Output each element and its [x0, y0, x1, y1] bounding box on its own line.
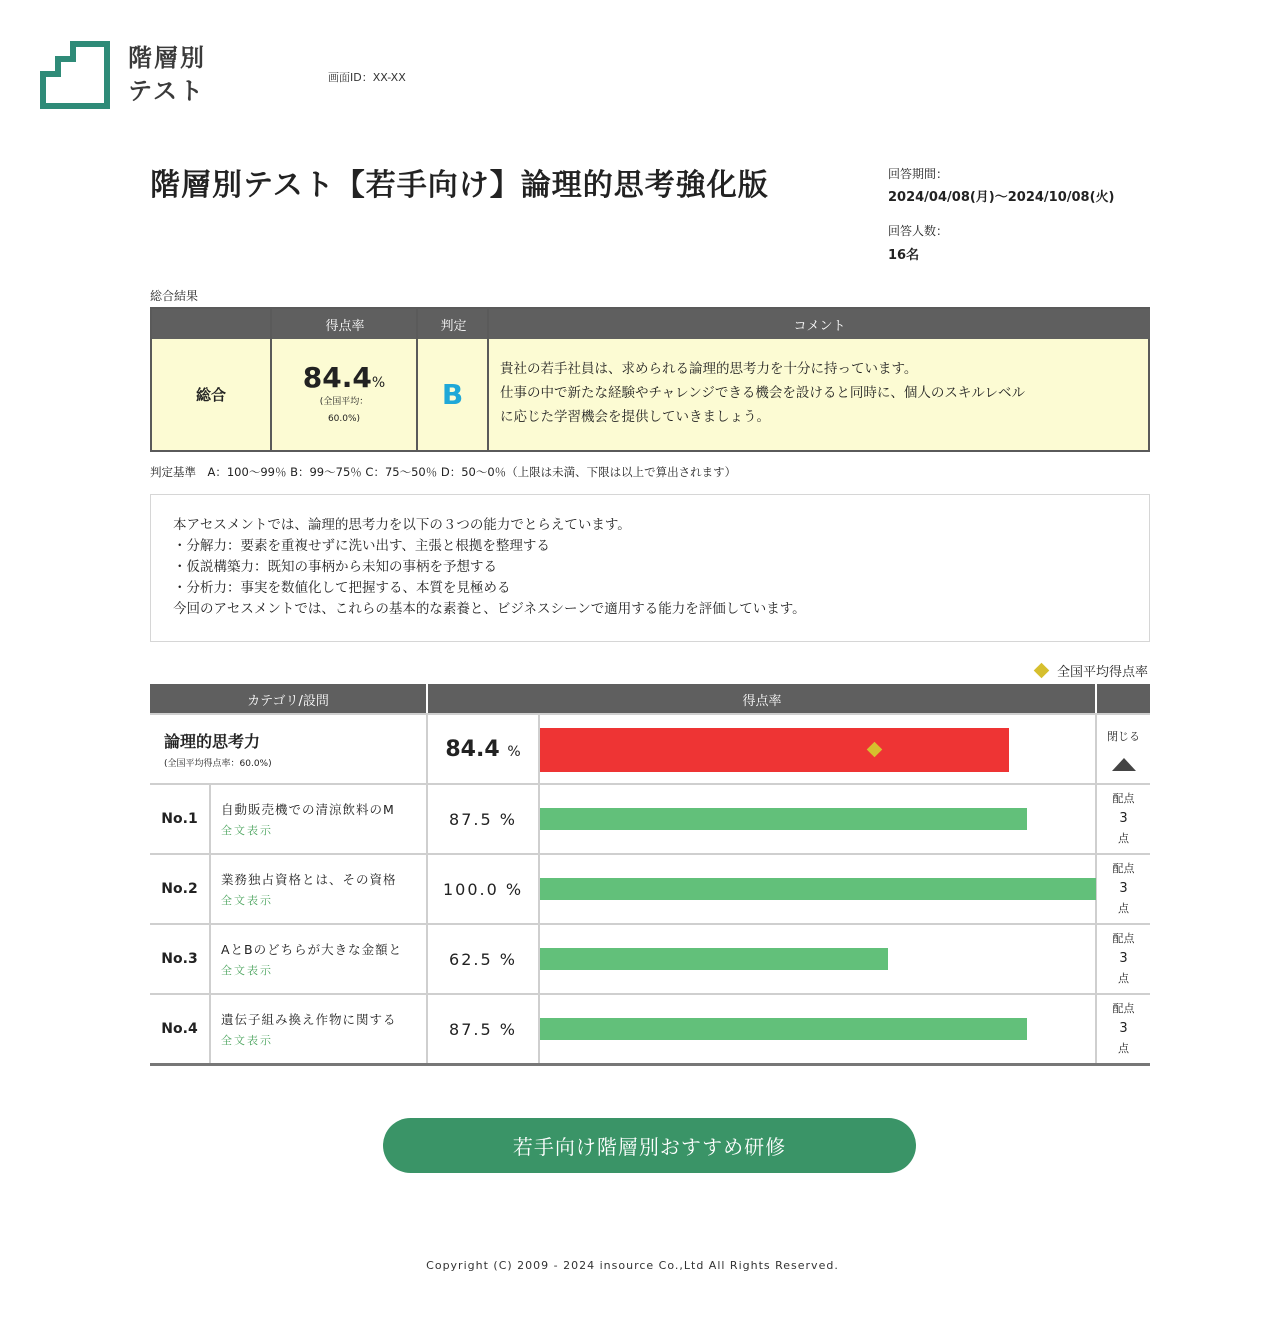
show-full-text-link[interactable]: 全文表示	[221, 964, 273, 977]
description-line: 今回のアセスメントでは、これらの基本的な素養と、ビジネスシーンで適用する能力を評価しています。	[173, 601, 806, 617]
question-number-cell	[150, 785, 209, 853]
summary-score	[303, 361, 385, 394]
question-score: 62.5 %	[449, 949, 517, 969]
question-number: No.2	[161, 881, 198, 897]
page-title: 階層別テスト【若手向け】論理的思考強化版	[150, 168, 769, 203]
question-score-bar	[540, 878, 1096, 900]
points-label: 配点	[1112, 792, 1135, 805]
summary-row-label-cell	[152, 339, 270, 450]
question-points-cell	[1097, 855, 1150, 923]
category-score-value: 84.4	[445, 736, 500, 762]
summary-table	[150, 307, 1150, 452]
category-score-cell	[428, 715, 538, 783]
comment-line: 仕事の中で新たな経験やチャレンジできる機会を設けると同時に、個人のスキルレベル	[500, 385, 1025, 401]
close-toggle[interactable]	[1097, 715, 1150, 783]
question-points	[1113, 999, 1135, 1059]
question-points	[1113, 859, 1135, 919]
question-score: 100.0 %	[442, 879, 524, 899]
question-score-cell	[428, 855, 538, 923]
question-score-bar	[540, 948, 888, 970]
legend	[1036, 661, 1148, 680]
description-line: ・仮説構築力：既知の事柄から未知の事柄を予想する	[173, 559, 497, 575]
points-label: 配点	[1112, 932, 1135, 945]
points-label: 配点	[1112, 862, 1135, 875]
divider	[1095, 684, 1097, 714]
category-score-unit: %	[507, 743, 521, 760]
national-average-diamond-icon	[1034, 663, 1050, 679]
points-label: 配点	[1112, 1002, 1135, 1015]
points-unit: 点	[1118, 902, 1129, 915]
points-unit: 点	[1118, 832, 1129, 845]
respondents-value: 16名	[888, 248, 920, 263]
question-score-cell	[428, 925, 538, 993]
description-line: ・分析力：事実を数値化して把握する、本質を見極める	[173, 580, 511, 596]
summary-header-blank	[152, 309, 272, 339]
question-text-cell	[221, 785, 426, 853]
category-row	[150, 713, 1150, 783]
question-row	[150, 923, 1150, 993]
summary-section-label: 総合結果	[150, 289, 199, 303]
header-score: 得点率	[742, 693, 782, 709]
question-points-cell	[1097, 785, 1150, 853]
points-unit: 点	[1118, 972, 1129, 985]
question-row	[150, 853, 1150, 923]
summary-avg-line-2: 60.0%)	[327, 414, 361, 424]
question-row	[150, 993, 1150, 1063]
header-category: カテゴリ/設問	[247, 693, 329, 709]
category-title: 論理的思考力	[164, 732, 261, 751]
divider	[487, 309, 489, 450]
summary-score-value: 84.4	[302, 361, 372, 394]
summary-header-score: 得点率	[272, 309, 418, 339]
comment-line: に応じた学習機会を提供していきましょう。	[500, 409, 770, 425]
screen-id: 画面ID：XX-XX	[328, 71, 406, 84]
question-text-cell	[221, 855, 426, 923]
summary-score-unit: %	[371, 375, 386, 391]
category-score	[445, 737, 520, 762]
question-score-bar	[540, 808, 1027, 830]
logo-line-2: テスト	[128, 77, 206, 105]
copyright: Copyright (C) 2009 - 2024 insource Co.,Ltd All Rights Reserved.	[426, 1259, 839, 1272]
recommended-training-button[interactable]: 若手向け階層別おすすめ研修	[383, 1118, 916, 1173]
points-value: 3	[1119, 881, 1128, 896]
question-score: 87.5 %	[449, 1019, 517, 1039]
summary-header-judge: 判定	[418, 309, 489, 339]
period-value: 2024/04/08(月)〜2024/10/08(火)	[888, 190, 1115, 205]
question-score: 87.5 %	[449, 809, 517, 829]
summary-judge-cell	[418, 339, 487, 450]
description-line: 本アセスメントでは、論理的思考力を以下の３つの能力でとらえています。	[173, 517, 631, 533]
logo-text	[128, 42, 206, 108]
question-score-cell	[428, 785, 538, 853]
comment-line: 貴社の若手社員は、求められる論理的思考力を十分に持っています。	[500, 361, 918, 377]
question-points-cell	[1097, 925, 1150, 993]
summary-avg-line-1: (全国平均：	[319, 397, 369, 407]
divider	[209, 995, 211, 1063]
question-number-cell	[150, 855, 209, 923]
summary-avg	[320, 394, 369, 428]
points-value: 3	[1119, 951, 1128, 966]
points-value: 3	[1119, 811, 1128, 826]
divider	[209, 925, 211, 993]
summary-score-cell	[272, 339, 416, 450]
question-points	[1113, 929, 1135, 989]
question-points	[1113, 789, 1135, 849]
question-number-cell	[150, 925, 209, 993]
category-score-bar	[540, 728, 1009, 772]
question-score-bar	[540, 1018, 1027, 1040]
close-label: 閉じる	[1107, 729, 1140, 743]
divider	[426, 684, 428, 714]
summary-judge-grade: B	[441, 378, 464, 411]
question-number: No.3	[161, 951, 198, 967]
question-text: 業務独占資格とは、その資格	[221, 872, 397, 887]
question-row	[150, 783, 1150, 853]
judgment-criteria: 判定基準 A：100〜99％ B：99〜75％ C：75〜50％ D：50〜0％（上限は未満、下限は以上で算出されます）	[150, 465, 737, 479]
points-unit: 点	[1118, 1042, 1129, 1055]
category-cell	[164, 715, 424, 783]
question-number: No.4	[161, 1021, 198, 1037]
logo	[40, 40, 240, 112]
divider	[209, 785, 211, 853]
question-text: 自動販売機での清涼飲料のM	[221, 802, 395, 817]
question-text-cell	[221, 925, 426, 993]
stairs-logo-icon	[40, 40, 112, 112]
period-label: 回答期間：	[888, 167, 949, 181]
points-value: 3	[1119, 1021, 1128, 1036]
summary-comment	[500, 357, 1128, 429]
score-table-header	[150, 684, 1150, 714]
show-full-text-link[interactable]: 全文表示	[221, 1034, 273, 1047]
question-points-cell	[1097, 995, 1150, 1063]
respondents-label: 回答人数：	[888, 224, 949, 238]
legend-label: 全国平均得点率	[1056, 665, 1148, 680]
assessment-description	[150, 494, 1150, 642]
score-table	[150, 684, 1150, 1066]
summary-header-comment: コメント	[489, 309, 1150, 339]
show-full-text-link[interactable]: 全文表示	[221, 824, 273, 837]
question-text-cell	[221, 995, 426, 1063]
divider	[209, 855, 211, 923]
summary-row-label: 総合	[195, 386, 226, 404]
show-full-text-link[interactable]: 全文表示	[221, 894, 273, 907]
question-text: AとBのどちらが大きな金額と	[221, 942, 403, 957]
question-number: No.1	[161, 811, 198, 827]
question-score-cell	[428, 995, 538, 1063]
description-line: ・分解力：要素を重複せずに洗い出す、主張と根拠を整理する	[173, 538, 550, 554]
category-avg: (全国平均得点率：60.0%)	[164, 759, 272, 769]
question-number-cell	[150, 995, 209, 1063]
question-text: 遺伝子組み換え作物に関する	[221, 1012, 397, 1027]
logo-line-1: 階層別	[128, 44, 206, 72]
collapse-triangle-icon	[1112, 758, 1136, 771]
